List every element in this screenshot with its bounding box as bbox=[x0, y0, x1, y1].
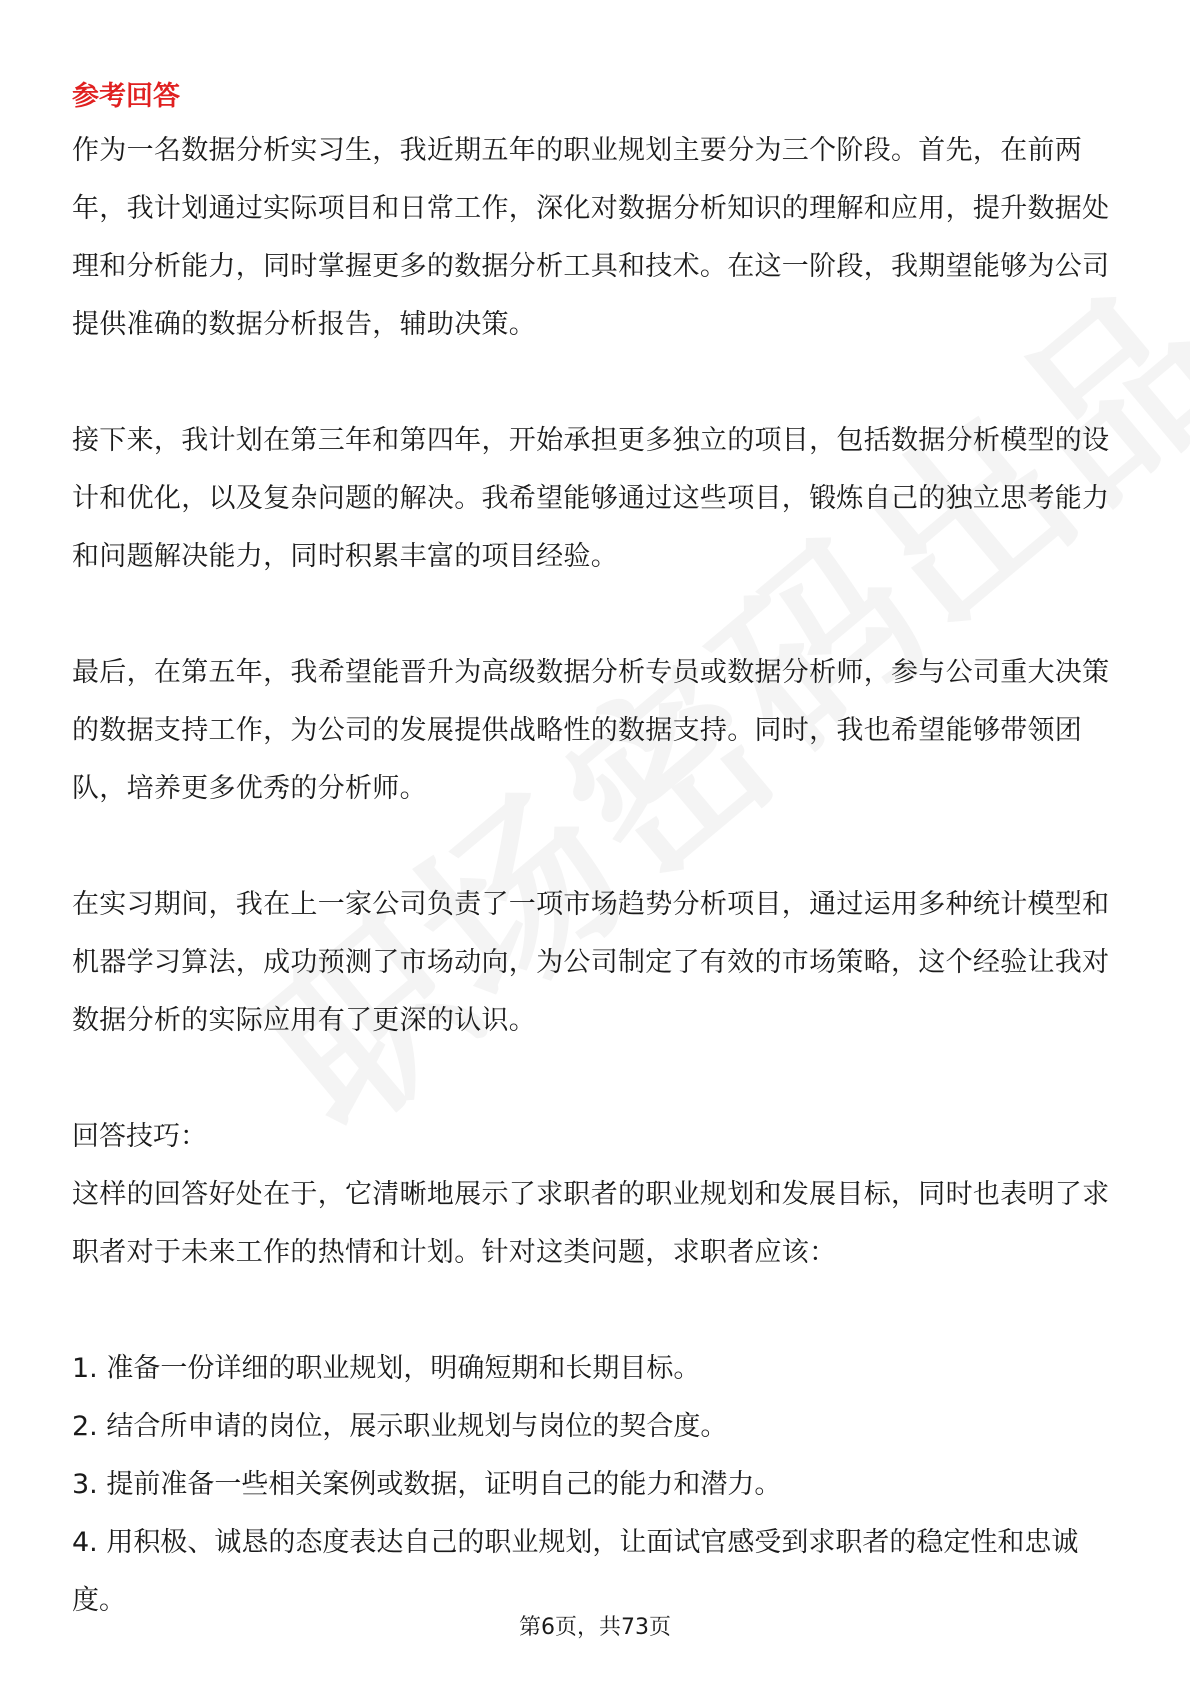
spacer bbox=[72, 1282, 1122, 1340]
spacer bbox=[72, 1050, 1122, 1108]
content bbox=[72, 72, 1122, 1630]
section-heading: 参考回答 bbox=[72, 81, 180, 112]
spacer bbox=[72, 586, 1122, 644]
paragraph-1: 作为一名数据分析实习生，我近期五年的职业规划主要分为三个阶段。首先，在前两年，我计划通过实际项目和日常工作，深化对数据分析知识的理解和应用，提升数据处理和分析能力，同时掌握更多的数据分析工具和技术。在这一阶段，我期望能够为公司提供准确的数据分析报告，辅助决策。 bbox=[72, 135, 1110, 340]
tips-item-3: 3. 提前准备一些相关案例或数据，证明自己的能力和潜力。 bbox=[72, 1469, 782, 1500]
tips-intro: 这样的回答好处在于，它清晰地展示了求职者的职业规划和发展目标，同时也表明了求职者对于未来工作的热情和计划。针对这类问题，求职者应该： bbox=[72, 1179, 1110, 1268]
paragraph-2: 接下来，我计划在第三年和第四年，开始承担更多独立的项目，包括数据分析模型的设计和优化，以及复杂问题的解决。我希望能够通过这些项目，锻炼自己的独立思考能力和问题解决能力，同时积累丰富的项目经验。 bbox=[72, 425, 1110, 572]
tips-title: 回答技巧： bbox=[72, 1121, 207, 1152]
tips-item-4: 4. 用积极、诚恳的态度表达自己的职业规划，让面试官感受到求职者的稳定性和忠诚度。 bbox=[72, 1527, 1079, 1616]
tips-item-2: 2. 结合所申请的岗位，展示职业规划与岗位的契合度。 bbox=[72, 1411, 728, 1442]
spacer bbox=[72, 354, 1122, 412]
paragraph-4: 在实习期间，我在上一家公司负责了一项市场趋势分析项目，通过运用多种统计模型和机器学习算法，成功预测了市场动向，为公司制定了有效的市场策略，这个经验让我对数据分析的实际应用有了更深的认识。 bbox=[72, 889, 1110, 1036]
tips-item-1: 1. 准备一份详细的职业规划，明确短期和长期目标。 bbox=[72, 1353, 701, 1384]
page-footer: 第6页，共73页 bbox=[519, 1615, 671, 1640]
paragraph-3: 最后，在第五年，我希望能晋升为高级数据分析专员或数据分析师，参与公司重大决策的数据支持工作，为公司的发展提供战略性的数据支持。同时，我也希望能够带领团队，培养更多优秀的分析师。 bbox=[72, 657, 1110, 804]
spacer bbox=[72, 818, 1122, 876]
